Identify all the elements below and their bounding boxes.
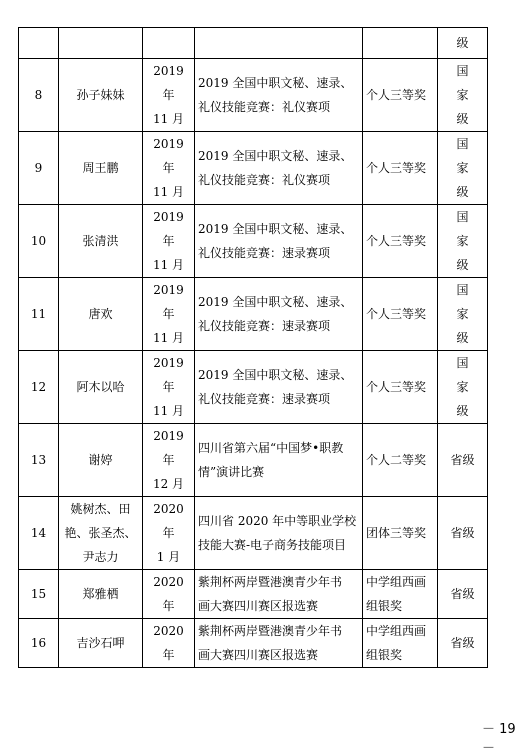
cell-no: 8 <box>19 59 59 132</box>
cell-no: 10 <box>19 205 59 278</box>
cell-event: 2019 全国中职文秘、速录、 礼仪技能竞赛：速录赛项 <box>195 351 363 424</box>
table-row <box>19 28 488 59</box>
cell-award: 个人三等奖 <box>363 59 438 132</box>
cell-date: 2020 年 1 月 <box>143 497 195 570</box>
cell-level: 省级 <box>438 424 488 497</box>
cell-date: 2019 年 11 月 <box>143 59 195 132</box>
cell-name: 吉沙石呷 <box>59 619 143 668</box>
cell-event: 2019 全国中职文秘、速录、 礼仪技能竞赛：速录赛项 <box>195 278 363 351</box>
cell-award: 中学组西画 组银奖 <box>363 619 438 668</box>
cell-date: 2019 年 11 月 <box>143 351 195 424</box>
cell-name: 阿木以哈 <box>59 351 143 424</box>
cell-event: 2019 全国中职文秘、速录、 礼仪技能竞赛：速录赛项 <box>195 205 363 278</box>
cell-award: 个人三等奖 <box>363 205 438 278</box>
table-row <box>19 351 488 424</box>
cell-event: 2019 全国中职文秘、速录、 礼仪技能竞赛：礼仪赛项 <box>195 59 363 132</box>
cell-no: 15 <box>19 570 59 619</box>
cell-name: 张清洪 <box>59 205 143 278</box>
table-row <box>19 619 488 668</box>
cell-event: 四川省第六届“中国梦•职教 情”演讲比赛 <box>195 424 363 497</box>
cell-no: 9 <box>19 132 59 205</box>
cell-level: 国 家 级 <box>438 132 488 205</box>
cell-level: 国 家 级 <box>438 59 488 132</box>
cell-level <box>438 28 488 59</box>
cell-no: 13 <box>19 424 59 497</box>
table-row <box>19 205 488 278</box>
cell-name: 孙子妹妹 <box>59 59 143 132</box>
cell-name: 唐欢 <box>59 278 143 351</box>
cell-event: 紫荆杯两岸暨港澳青少年书 画大赛四川赛区报选赛 <box>195 570 363 619</box>
cell-level: 国 家 级 <box>438 351 488 424</box>
cell-no: 12 <box>19 351 59 424</box>
cell-date: 2019 年 11 月 <box>143 205 195 278</box>
table-row <box>19 497 488 570</box>
table-row <box>19 424 488 497</box>
cell-event: 2019 全国中职文秘、速录、 礼仪技能竞赛：礼仪赛项 <box>195 132 363 205</box>
table-row <box>19 570 488 619</box>
cell-level: 省级 <box>438 497 488 570</box>
cell-level: 省级 <box>438 570 488 619</box>
cell-level: 国 家 级 <box>438 278 488 351</box>
level-text: 级 <box>456 36 469 50</box>
cell-level: 省级 <box>438 619 488 668</box>
cell-name <box>59 28 143 59</box>
cell-award: 个人二等奖 <box>363 424 438 497</box>
cell-date: 2020 年 <box>143 619 195 668</box>
table-row <box>19 59 488 132</box>
page-number: － 19 － <box>482 722 516 756</box>
cell-event: 四川省 2020 年中等职业学校 技能大赛-电子商务技能项目 <box>195 497 363 570</box>
cell-date: 2019 年 11 月 <box>143 132 195 205</box>
cell-level: 国 家 级 <box>438 205 488 278</box>
cell-award: 团体三等奖 <box>363 497 438 570</box>
cell-date: 2019 年 12 月 <box>143 424 195 497</box>
cell-name: 姚树杰、田 艳、张圣杰、 尹志力 <box>59 497 143 570</box>
cell-award <box>363 28 438 59</box>
cell-no <box>19 28 59 59</box>
table-row <box>19 132 488 205</box>
cell-date: 2019 年 11 月 <box>143 278 195 351</box>
table-row <box>19 278 488 351</box>
cell-award: 个人三等奖 <box>363 132 438 205</box>
cell-date <box>143 28 195 59</box>
cell-no: 11 <box>19 278 59 351</box>
cell-no: 16 <box>19 619 59 668</box>
cell-no: 14 <box>19 497 59 570</box>
cell-name: 郑雅栖 <box>59 570 143 619</box>
awards-table <box>18 27 488 668</box>
cell-event: 紫荆杯两岸暨港澳青少年书 画大赛四川赛区报选赛 <box>195 619 363 668</box>
cell-name: 谢婷 <box>59 424 143 497</box>
cell-date: 2020 年 <box>143 570 195 619</box>
cell-award: 个人三等奖 <box>363 278 438 351</box>
cell-award: 中学组西画 组银奖 <box>363 570 438 619</box>
cell-name: 周王鹏 <box>59 132 143 205</box>
cell-event <box>195 28 363 59</box>
cell-award: 个人三等奖 <box>363 351 438 424</box>
